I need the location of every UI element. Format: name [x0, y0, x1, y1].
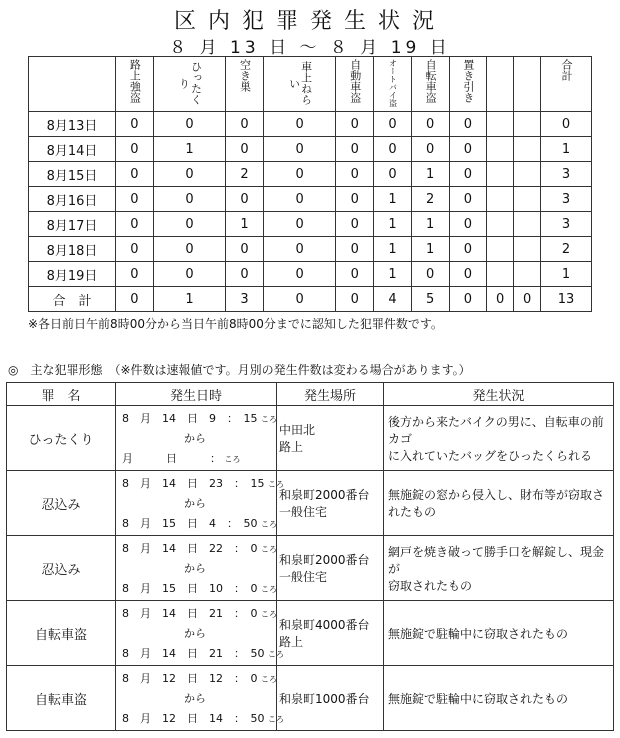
stats-value-cell: 0 — [116, 212, 154, 237]
stats-total-cell: 0 — [263, 287, 336, 312]
datetime-box — [116, 471, 284, 535]
crime-status-header: 発生状況 — [384, 383, 614, 406]
stats-value-cell — [487, 137, 514, 162]
end-datetime — [122, 580, 277, 596]
stats-column-header — [541, 57, 592, 112]
stats-value-cell: 0 — [374, 112, 412, 137]
end-datetime — [122, 515, 277, 531]
stats-value-cell: 0 — [263, 162, 336, 187]
crime-status-cell: 無施錠で駐輪中に窃取されたもの — [384, 601, 614, 666]
crime-row — [7, 536, 614, 601]
stats-date-cell: 8月17日 — [29, 212, 116, 237]
crime-status-cell: 後方から来たバイクの男に、自転車の前カゴ に入れていたバッグをひったくられる — [384, 406, 614, 471]
stats-value-cell: 0 — [263, 112, 336, 137]
approx-label: ころ — [261, 610, 277, 619]
stats-value-cell: 1 — [374, 237, 412, 262]
stats-value-cell: 3 — [541, 212, 592, 237]
from-label-text: から — [184, 627, 206, 640]
stats-value-cell: 0 — [263, 187, 336, 212]
start-datetime-text: 8 月 14 日 9 ： 15 — [122, 412, 258, 425]
stats-total-cell: 3 — [226, 287, 264, 312]
crime-place-cell: 中田北 路上 — [277, 406, 384, 471]
stats-value-cell: 0 — [449, 137, 487, 162]
stats-value-cell: 0 — [374, 137, 412, 162]
from-label — [116, 690, 274, 706]
stats-value-cell: 0 — [116, 237, 154, 262]
crimes-header-row — [7, 383, 614, 406]
crime-stats-table — [28, 56, 592, 312]
approx-label: ころ — [261, 585, 277, 594]
stats-total-cell: 0 — [514, 287, 541, 312]
stats-row — [29, 162, 592, 187]
stats-row — [29, 137, 592, 162]
crime-status-cell: 無施錠で駐輪中に窃取されたもの — [384, 666, 614, 731]
approx-label: ころ — [261, 520, 277, 529]
stats-value-cell: 1 — [541, 137, 592, 162]
stats-value-cell: 0 — [153, 112, 226, 137]
stats-row — [29, 187, 592, 212]
stats-value-cell: 0 — [153, 187, 226, 212]
stats-value-cell: 0 — [263, 237, 336, 262]
stats-date-cell: 8月14日 — [29, 137, 116, 162]
stats-date-cell: 8月18日 — [29, 237, 116, 262]
stats-row — [29, 237, 592, 262]
stats-value-cell: 2 — [541, 237, 592, 262]
stats-column-header — [153, 57, 226, 112]
crime-row — [7, 471, 614, 536]
stats-column-header — [263, 57, 336, 112]
column-label: 自動車盗 — [348, 59, 362, 103]
approx-label: ころ — [261, 415, 277, 424]
stats-value-cell: 0 — [374, 162, 412, 187]
crime-name-cell: 忍込み — [7, 536, 116, 601]
date-header-cell — [29, 57, 116, 112]
crime-datetime-cell — [116, 666, 284, 731]
stats-total-cell: 4 — [374, 287, 412, 312]
stats-value-cell: 3 — [541, 162, 592, 187]
stats-value-cell — [514, 187, 541, 212]
stats-value-cell — [514, 262, 541, 287]
stats-value-cell: 0 — [226, 237, 264, 262]
stats-value-cell: 0 — [153, 237, 226, 262]
crime-row — [7, 406, 614, 471]
stats-total-cell: 0 — [336, 287, 374, 312]
crime-name-cell: ひったくり — [7, 406, 116, 471]
stats-total-row — [29, 287, 592, 312]
stats-value-cell: 1 — [411, 212, 449, 237]
from-label — [116, 430, 274, 446]
stats-value-cell: 0 — [116, 187, 154, 212]
stats-value-cell: 0 — [226, 137, 264, 162]
crime-row — [7, 601, 614, 666]
crime-datetime-cell — [116, 406, 277, 471]
end-datetime — [122, 645, 284, 661]
approx-label: ころ — [268, 480, 284, 489]
stats-value-cell: 0 — [336, 112, 374, 137]
column-label: 空き巣 — [238, 59, 252, 92]
stats-value-cell — [487, 212, 514, 237]
period-subtitle: ８ 月 13 日 ～ ８ 月 19 日 — [169, 38, 451, 58]
from-label-text: から — [184, 497, 206, 510]
stats-value-cell: 0 — [411, 262, 449, 287]
stats-date-cell: 8月19日 — [29, 262, 116, 287]
approx-label: ころ — [268, 650, 284, 659]
crime-place-cell: 和泉町1000番台 — [277, 666, 384, 731]
start-datetime-text: 8 月 14 日 23 ： 15 — [122, 477, 265, 490]
approx-label: ころ — [224, 455, 241, 464]
stats-value-cell: 1 — [374, 212, 412, 237]
datetime-box — [116, 666, 284, 730]
stats-total-cell: 0 — [449, 287, 487, 312]
stats-total-cell: 5 — [411, 287, 449, 312]
start-datetime — [122, 540, 277, 556]
stats-value-cell: 0 — [116, 112, 154, 137]
stats-value-cell: 1 — [374, 262, 412, 287]
stats-value-cell: 0 — [336, 162, 374, 187]
column-label: 車上ねらい — [287, 61, 313, 105]
stats-value-cell: 0 — [263, 262, 336, 287]
stats-value-cell — [514, 212, 541, 237]
end-datetime-text: 8 月 15 日 4 ： 50 — [122, 517, 258, 530]
stats-value-cell — [514, 112, 541, 137]
stats-value-cell: 0 — [336, 212, 374, 237]
stats-date-cell: 8月13日 — [29, 112, 116, 137]
end-datetime — [122, 450, 272, 466]
stats-value-cell — [487, 237, 514, 262]
end-datetime-text: 8 月 12 日 14 ： 50 — [122, 712, 265, 725]
stats-value-cell: 1 — [226, 212, 264, 237]
stats-value-cell: 0 — [336, 187, 374, 212]
stats-value-cell: 2 — [411, 187, 449, 212]
stats-value-cell: 1 — [541, 262, 592, 287]
crime-datetime-cell — [116, 471, 284, 536]
approx-label: ころ — [261, 545, 277, 554]
stats-row — [29, 112, 592, 137]
datetime-box — [116, 406, 277, 470]
stats-total-cell: 13 — [541, 287, 592, 312]
stats-value-cell: 1 — [411, 162, 449, 187]
stats-total-label: 合 計 — [29, 287, 116, 312]
stats-value-cell: 0 — [116, 262, 154, 287]
stats-value-cell: 0 — [153, 162, 226, 187]
end-datetime-text: 月 日 ： — [122, 452, 221, 465]
stats-value-cell — [487, 112, 514, 137]
crime-datetime-header: 発生日時 — [116, 383, 277, 406]
stats-value-cell: 0 — [263, 212, 336, 237]
approx-label: ころ — [268, 715, 284, 724]
from-label — [116, 625, 274, 641]
crime-details-table — [6, 382, 614, 731]
stats-value-cell: 0 — [541, 112, 592, 137]
crime-place-cell: 和泉町2000番台 一般住宅 — [277, 536, 384, 601]
column-label: 合計 — [560, 59, 574, 81]
datetime-box — [116, 601, 284, 665]
from-label-text: から — [184, 562, 206, 575]
stats-value-cell: 0 — [449, 112, 487, 137]
start-datetime — [122, 605, 277, 621]
column-label: 置き引き — [461, 59, 475, 103]
column-label: 自転車盗 — [424, 59, 438, 103]
stats-value-cell: 1 — [374, 187, 412, 212]
end-datetime-text: 8 月 15 日 10 ： 0 — [122, 582, 258, 595]
stats-column-header — [411, 57, 449, 112]
crime-name-header: 罪 名 — [7, 383, 116, 406]
stats-value-cell: 0 — [153, 212, 226, 237]
stats-column-header — [449, 57, 487, 112]
stats-column-header — [514, 57, 541, 112]
stats-value-cell: 0 — [449, 262, 487, 287]
from-label-text: から — [184, 432, 206, 445]
start-datetime — [122, 475, 284, 491]
stats-value-cell: 0 — [336, 137, 374, 162]
from-label — [116, 560, 274, 576]
stats-value-cell: 0 — [411, 137, 449, 162]
stats-value-cell: 0 — [153, 262, 226, 287]
stats-value-cell: 0 — [226, 262, 264, 287]
page-title: 区内犯罪発生状況 — [173, 9, 446, 34]
crime-row — [7, 666, 614, 731]
stats-header-row — [29, 57, 592, 112]
crime-name-cell: 忍込み — [7, 471, 116, 536]
crime-datetime-cell — [116, 536, 277, 601]
stats-value-cell — [487, 262, 514, 287]
stats-value-cell — [514, 237, 541, 262]
stats-value-cell: 0 — [226, 187, 264, 212]
column-label: ひったくり — [177, 61, 203, 105]
stats-value-cell: 0 — [411, 112, 449, 137]
start-datetime — [122, 670, 277, 686]
crime-place-cell: 和泉町4000番台 路上 — [277, 601, 384, 666]
stats-value-cell — [514, 162, 541, 187]
stats-total-cell: 0 — [487, 287, 514, 312]
stats-note: ※各日前日午前8時00分から当日午前8時00分までに認知した犯罪件数です。 — [28, 317, 443, 331]
stats-value-cell: 0 — [449, 162, 487, 187]
column-label: オートバイ盗 — [388, 59, 398, 107]
stats-row — [29, 212, 592, 237]
start-datetime-text: 8 月 14 日 22 ： 0 — [122, 542, 258, 555]
stats-total-cell: 1 — [153, 287, 226, 312]
stats-column-header — [374, 57, 412, 112]
stats-value-cell — [514, 137, 541, 162]
stats-value-cell: 2 — [226, 162, 264, 187]
stats-total-cell: 0 — [116, 287, 154, 312]
start-datetime-text: 8 月 12 日 12 ： 0 — [122, 672, 258, 685]
stats-value-cell: 0 — [449, 187, 487, 212]
stats-value-cell: 0 — [263, 137, 336, 162]
crime-status-cell: 網戸を焼き破って勝手口を解錠し、現金が 窃取されたもの — [384, 536, 614, 601]
from-label-text: から — [184, 692, 206, 705]
crime-status-cell: 無施錠の窓から侵入し、財布等が窃取されたもの — [384, 471, 614, 536]
stats-value-cell: 0 — [226, 112, 264, 137]
stats-value-cell: 0 — [116, 162, 154, 187]
stats-date-cell: 8月16日 — [29, 187, 116, 212]
approx-label: ころ — [261, 675, 277, 684]
crime-place-cell: 和泉町2000番台 一般住宅 — [277, 471, 384, 536]
stats-column-header — [336, 57, 374, 112]
crime-datetime-cell — [116, 601, 284, 666]
stats-value-cell: 0 — [336, 237, 374, 262]
stats-value-cell: 1 — [153, 137, 226, 162]
stats-date-cell: 8月15日 — [29, 162, 116, 187]
crime-name-cell: 自転車盗 — [7, 601, 116, 666]
stats-value-cell: 0 — [336, 262, 374, 287]
stats-value-cell: 3 — [541, 187, 592, 212]
from-label — [116, 495, 274, 511]
section-title: ◎ 主な犯罪形態 （※件数は速報値です。月別の発生件数は変わる場合があります。） — [8, 363, 471, 377]
column-label: 路上強盗 — [128, 59, 142, 103]
stats-column-header — [116, 57, 154, 112]
stats-value-cell: 0 — [449, 237, 487, 262]
crime-name-cell: 自転車盗 — [7, 666, 116, 731]
stats-value-cell: 1 — [411, 237, 449, 262]
end-datetime — [122, 710, 284, 726]
stats-value-cell — [487, 162, 514, 187]
stats-row — [29, 262, 592, 287]
stats-value-cell: 0 — [116, 137, 154, 162]
end-datetime-text: 8 月 14 日 21 ： 50 — [122, 647, 265, 660]
start-datetime-text: 8 月 14 日 21 ： 0 — [122, 607, 258, 620]
stats-value-cell: 0 — [449, 212, 487, 237]
datetime-box — [116, 536, 277, 600]
stats-column-header — [487, 57, 514, 112]
stats-value-cell — [487, 187, 514, 212]
crime-place-header: 発生場所 — [277, 383, 384, 406]
start-datetime — [122, 410, 277, 426]
stats-column-header — [226, 57, 264, 112]
